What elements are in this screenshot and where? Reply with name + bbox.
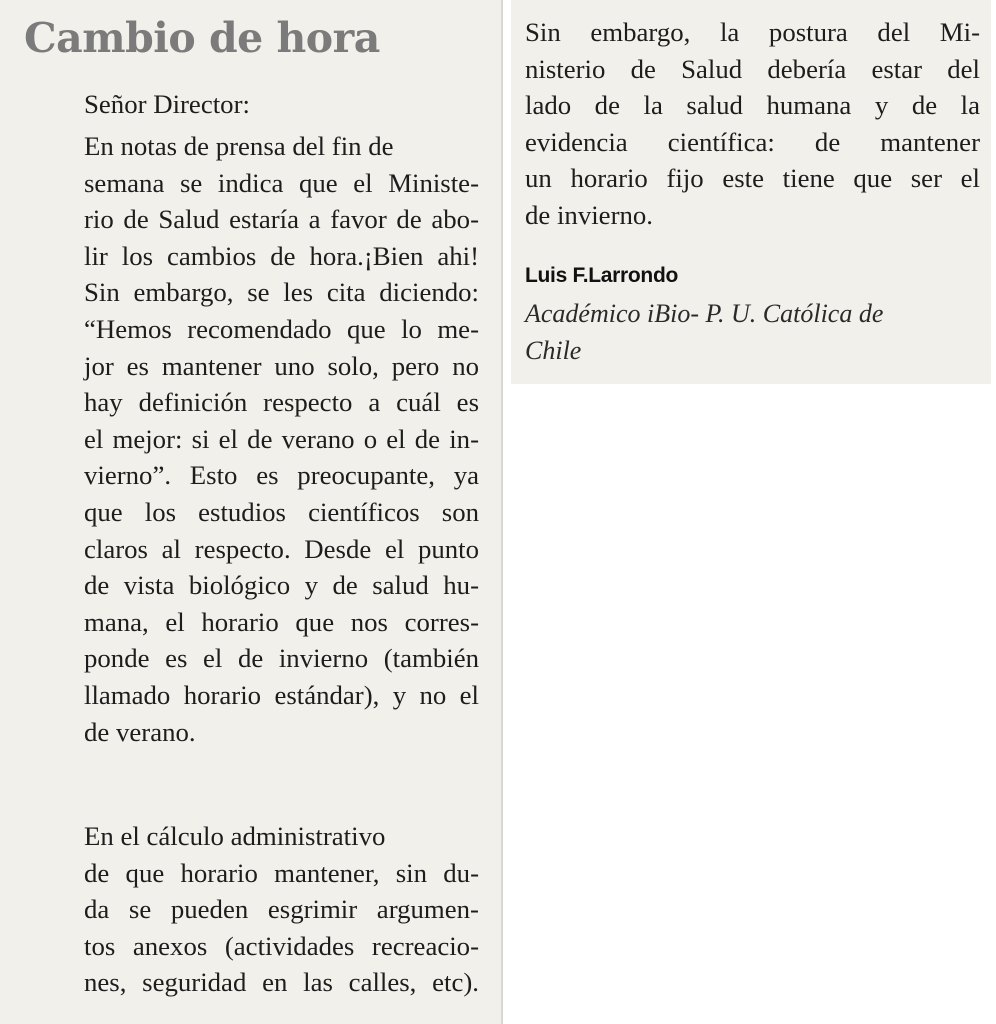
text-line: vierno”. Esto es preocupante, ya xyxy=(84,460,479,491)
text-line: tos anexos (actividades recreacio- xyxy=(84,930,479,961)
text-line: lir los cambios de hora.¡Bien ahi! xyxy=(84,240,479,271)
text-line: llamado horario estándar), y no el xyxy=(84,679,479,710)
text-line: nes, seguridad en las calles, etc). xyxy=(84,967,479,998)
text-line: lado de la salud humana y de la xyxy=(525,90,980,121)
text-line: Sin embargo, la postura del Mi- xyxy=(525,17,980,47)
text-line: rio de Salud estaría a favor de abo- xyxy=(84,204,479,235)
text-line: En el cálculo administrativo xyxy=(84,821,386,851)
letter-title: Cambio de hora xyxy=(24,14,380,62)
text-line: “Hemos recomendado que lo me- xyxy=(84,313,479,344)
text-line: nisterio de Salud debería estar del xyxy=(525,53,980,84)
letter-paragraph-2 xyxy=(24,818,479,1001)
text-line: el mejor: si el de verano o el de in- xyxy=(84,423,479,454)
text-line: semana se indica que el Ministe- xyxy=(84,167,479,198)
text-line: da se pueden esgrimir argumen- xyxy=(84,894,479,925)
salutation: Señor Director: xyxy=(84,89,250,119)
text-line: hay definición respecto a cuál es xyxy=(84,387,479,418)
text-line: de verano. xyxy=(84,716,196,747)
text-line: evidencia científica: de mantener xyxy=(525,126,980,157)
text-line: jor es mantener uno solo, pero no xyxy=(84,350,479,381)
text-line: mana, el horario que nos corres- xyxy=(84,606,479,637)
text-line: Sin embargo, se les cita diciendo: xyxy=(84,277,479,308)
text-line: de que horario mantener, sin du- xyxy=(84,857,479,888)
signature-name: Luis F.Larrondo xyxy=(525,264,679,287)
affiliation-line: Académico iBio- P. U. Católica de xyxy=(525,299,884,328)
affiliation-line: Chile xyxy=(525,335,582,365)
text-line: ponde es el de invierno (también xyxy=(84,643,479,674)
text-line: claros al respecto. Desde el punto xyxy=(84,533,479,564)
text-line: de invierno. xyxy=(525,199,653,230)
text-line: de vista biológico y de salud hu- xyxy=(84,570,479,601)
letter-paragraph-3 xyxy=(525,14,980,234)
text-line: En notas de prensa del fin de xyxy=(84,131,394,161)
letter-paragraph-1 xyxy=(24,128,479,750)
text-line: que los estudios científicos son xyxy=(84,496,479,527)
signature-affiliation xyxy=(525,296,985,369)
text-line: un horario fijo este tiene que ser el xyxy=(525,163,980,194)
